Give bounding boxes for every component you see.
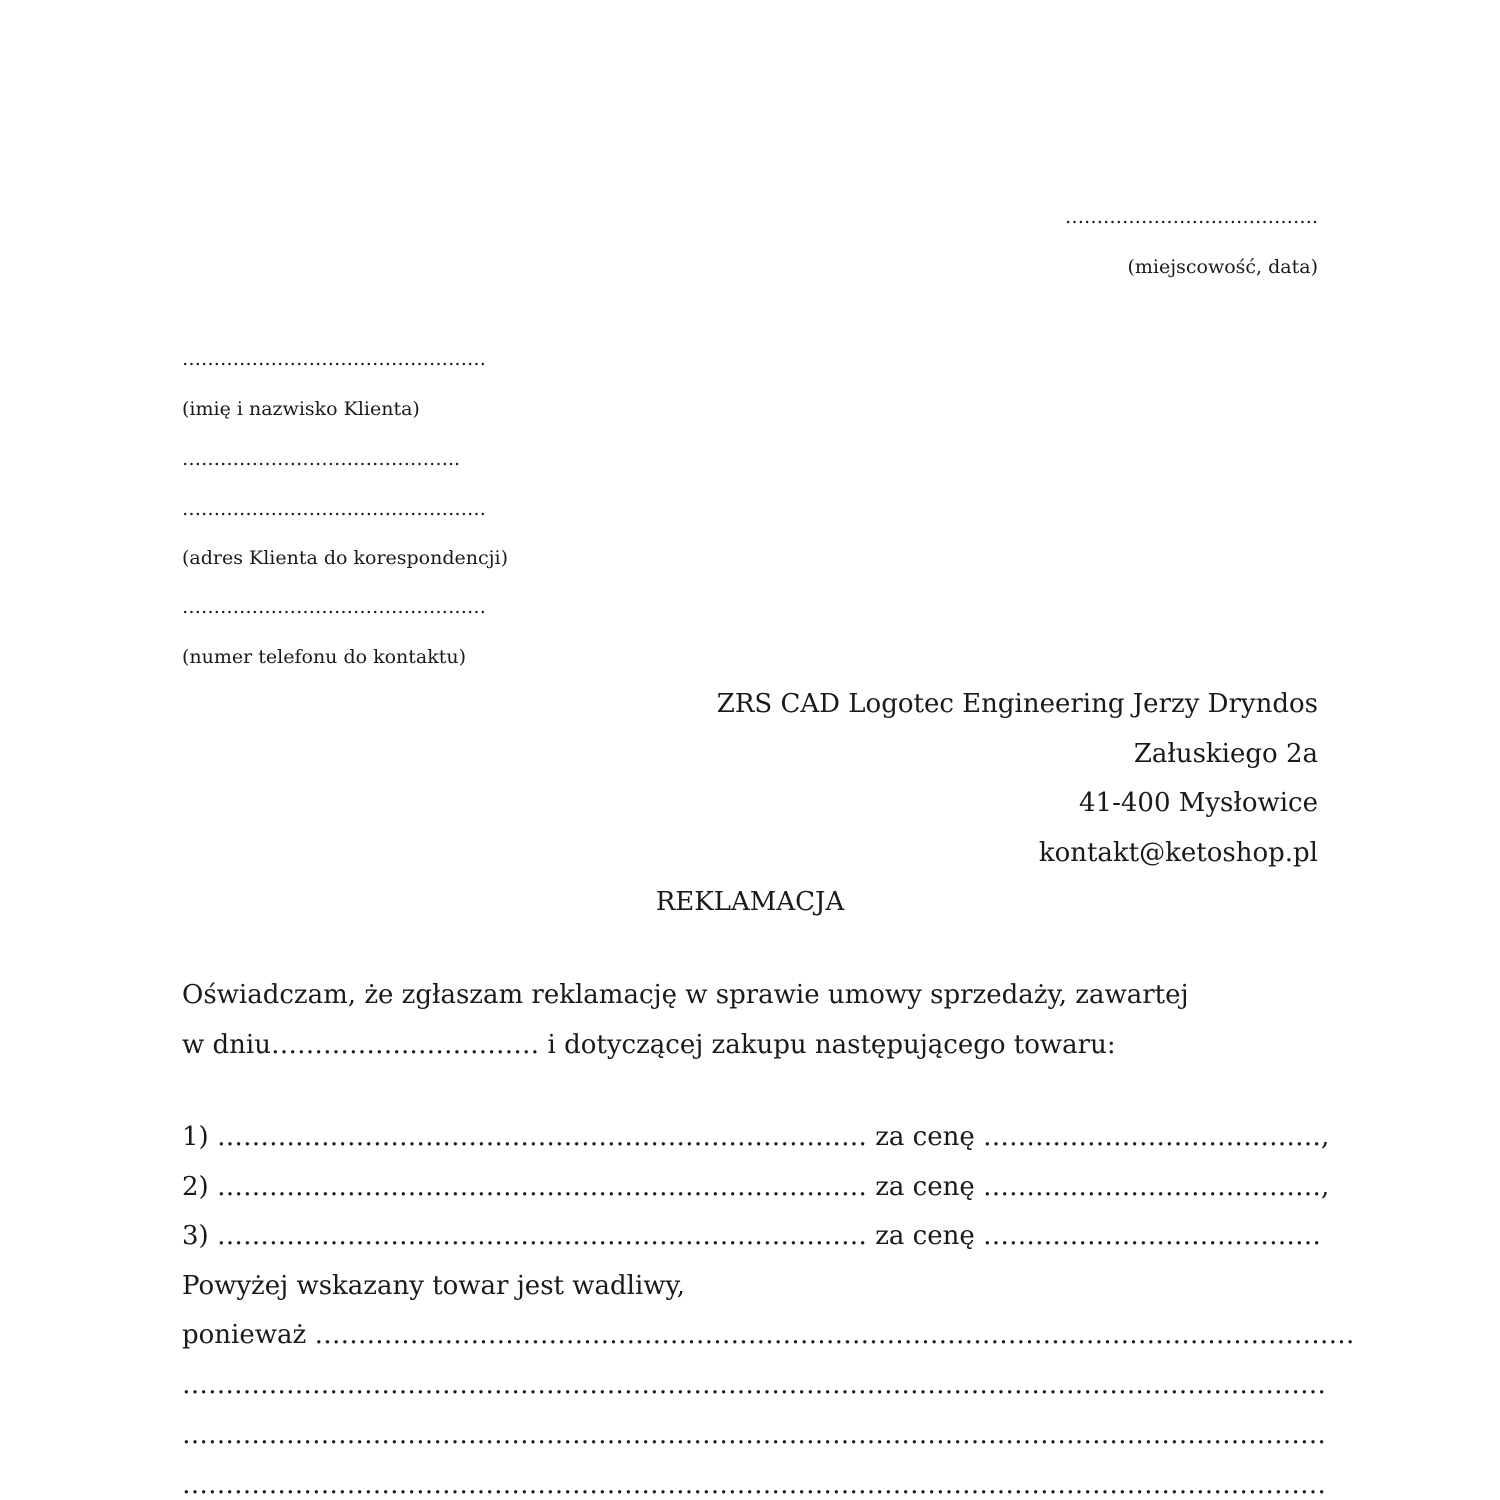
item-line-2: 2) ………………………………………………………………… za cenę …………………………………, <box>182 1172 1330 1202</box>
place-date-label: (miejscowość, data) <box>1127 256 1318 278</box>
place-date-field: …………………………………. <box>1064 206 1318 228</box>
item-line-3: 3) ………………………………………………………………… za cenę ………………………………… <box>182 1221 1322 1251</box>
defect-extra-line-1: …………………………………………………………………………………………………………………… <box>182 1370 1326 1400</box>
client-phone-label: (numer telefonu do kontaktu) <box>182 646 467 668</box>
client-name-field: ………………………………………… <box>182 348 486 370</box>
statement-line-1: Oświadczam, że zgłaszam reklamację w sprawie umowy sprzedaży, zawartej <box>182 980 1189 1010</box>
client-name-label: (imię i nazwisko Klienta) <box>182 398 420 420</box>
recipient-company: ZRS CAD Logotec Engineering Jerzy Dryndos <box>716 689 1318 719</box>
item-line-1: 1) ………………………………………………………………… za cenę …………………………………, <box>182 1122 1330 1152</box>
defect-extra-line-2: …………………………………………………………………………………………………………………… <box>182 1420 1326 1450</box>
client-phone-field: ………………………………………… <box>182 596 486 618</box>
client-address-label: (adres Klienta do korespondencji) <box>182 547 509 569</box>
client-address-field-2: ………………………………………… <box>182 498 486 520</box>
recipient-street: Załuskiego 2a <box>1133 739 1318 769</box>
defect-statement: Powyżej wskazany towar jest wadliwy, <box>182 1271 686 1301</box>
defect-extra-line-3: …………………………………………………………………………………………………………………… <box>182 1470 1326 1500</box>
recipient-city: 41-400 Mysłowice <box>1078 788 1318 818</box>
statement-line-2: w dniu…………….…………… i dotyczącej zakupu następującego towaru: <box>182 1030 1116 1060</box>
document-title: REKLAMACJA <box>655 887 845 917</box>
recipient-email: kontakt@ketoshop.pl <box>1038 838 1318 868</box>
defect-reason-line: ponieważ ………………………………………………………………………………………………………… <box>182 1320 1355 1350</box>
client-address-field-1: …………………………………….. <box>182 448 461 470</box>
